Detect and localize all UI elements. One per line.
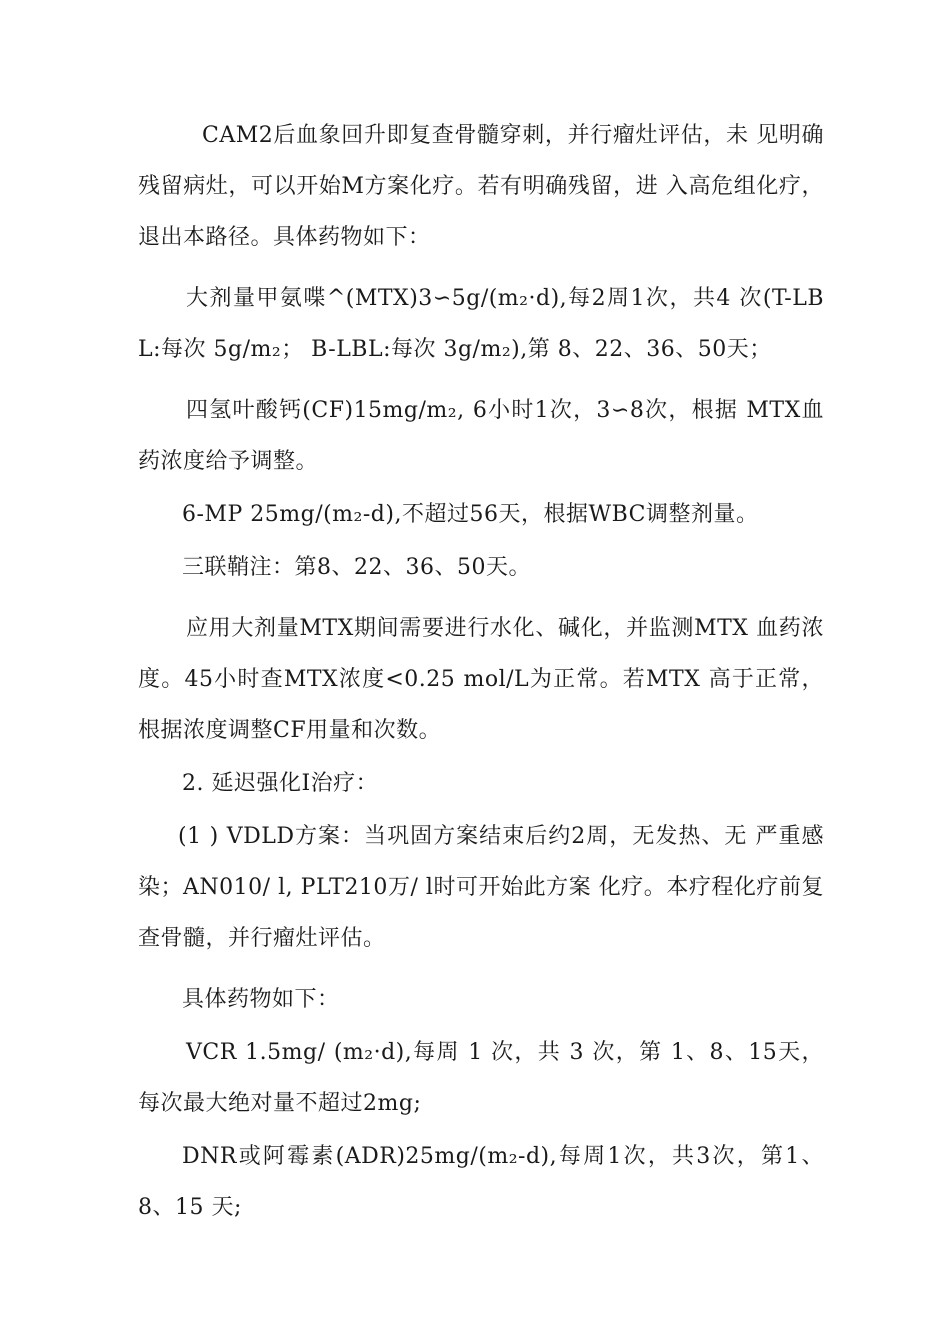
paragraph-6mp: 6-MP 25mg/(m₂-d),不超过56天，根据WBC调整剂量。 xyxy=(182,502,759,527)
paragraph-vcr: VCR 1.5mg/ (m₂·d),每周 1 次，共 3 次，第 1、8、15天，每次最大绝对量不超过2mg; xyxy=(138,1040,824,1116)
paragraph-high-dose-mtx: 大剂量甲氨喋^(MTX)3∽5g/(m₂·d),每2周1次，共4 次(T-LBL:每次 5g/m₂； B-LBL:每次 3g/m₂),第 8、22、36、50天； xyxy=(138,286,824,362)
paragraph-dnr-adr: DNR或阿霉素(ADR)25mg/(m₂-d),每周1次，共3次，第1、8、15 天; xyxy=(138,1144,824,1220)
paragraph-calcium-folinate: 四氢叶酸钙(CF)15mg/m₂, 6小时1次，3∽8次，根据 MTX血药浓度给予调整。 xyxy=(138,398,824,474)
section-heading-delayed-intensification: 2. 延迟强化I治疗： xyxy=(182,771,379,796)
paragraph-vdld-regimen: (1 ) VDLD方案：当巩固方案结束后约2周，无发热、无 严重感染；AN010/ l, PLT210万/ l时可开始此方案 化疗。本疗程化疗前复查骨髓，并行瘤灶评估。 xyxy=(138,824,824,951)
document-body xyxy=(138,110,824,1233)
paragraph-cam2-followup: CAM2后血象回升即复查骨髓穿刺，并行瘤灶评估，未 见明确残留病灶，可以开始M方案化疗。若有明确残留，进 入高危组化疗，退出本路径。具体药物如下： xyxy=(138,123,824,250)
paragraph-mtx-monitoring: 应用大剂量MTX期间需要进行水化、碱化，并监测MTX 血药浓度。45小时查MTX浓度<0.25 mol/L为正常。若MTX 高于正常，根据浓度调整CF用量和次数。 xyxy=(138,616,824,743)
paragraph-triple-intrathecal: 三联鞘注：第8、22、36、50天。 xyxy=(182,555,531,580)
paragraph-drugs-intro: 具体药物如下： xyxy=(182,987,340,1012)
